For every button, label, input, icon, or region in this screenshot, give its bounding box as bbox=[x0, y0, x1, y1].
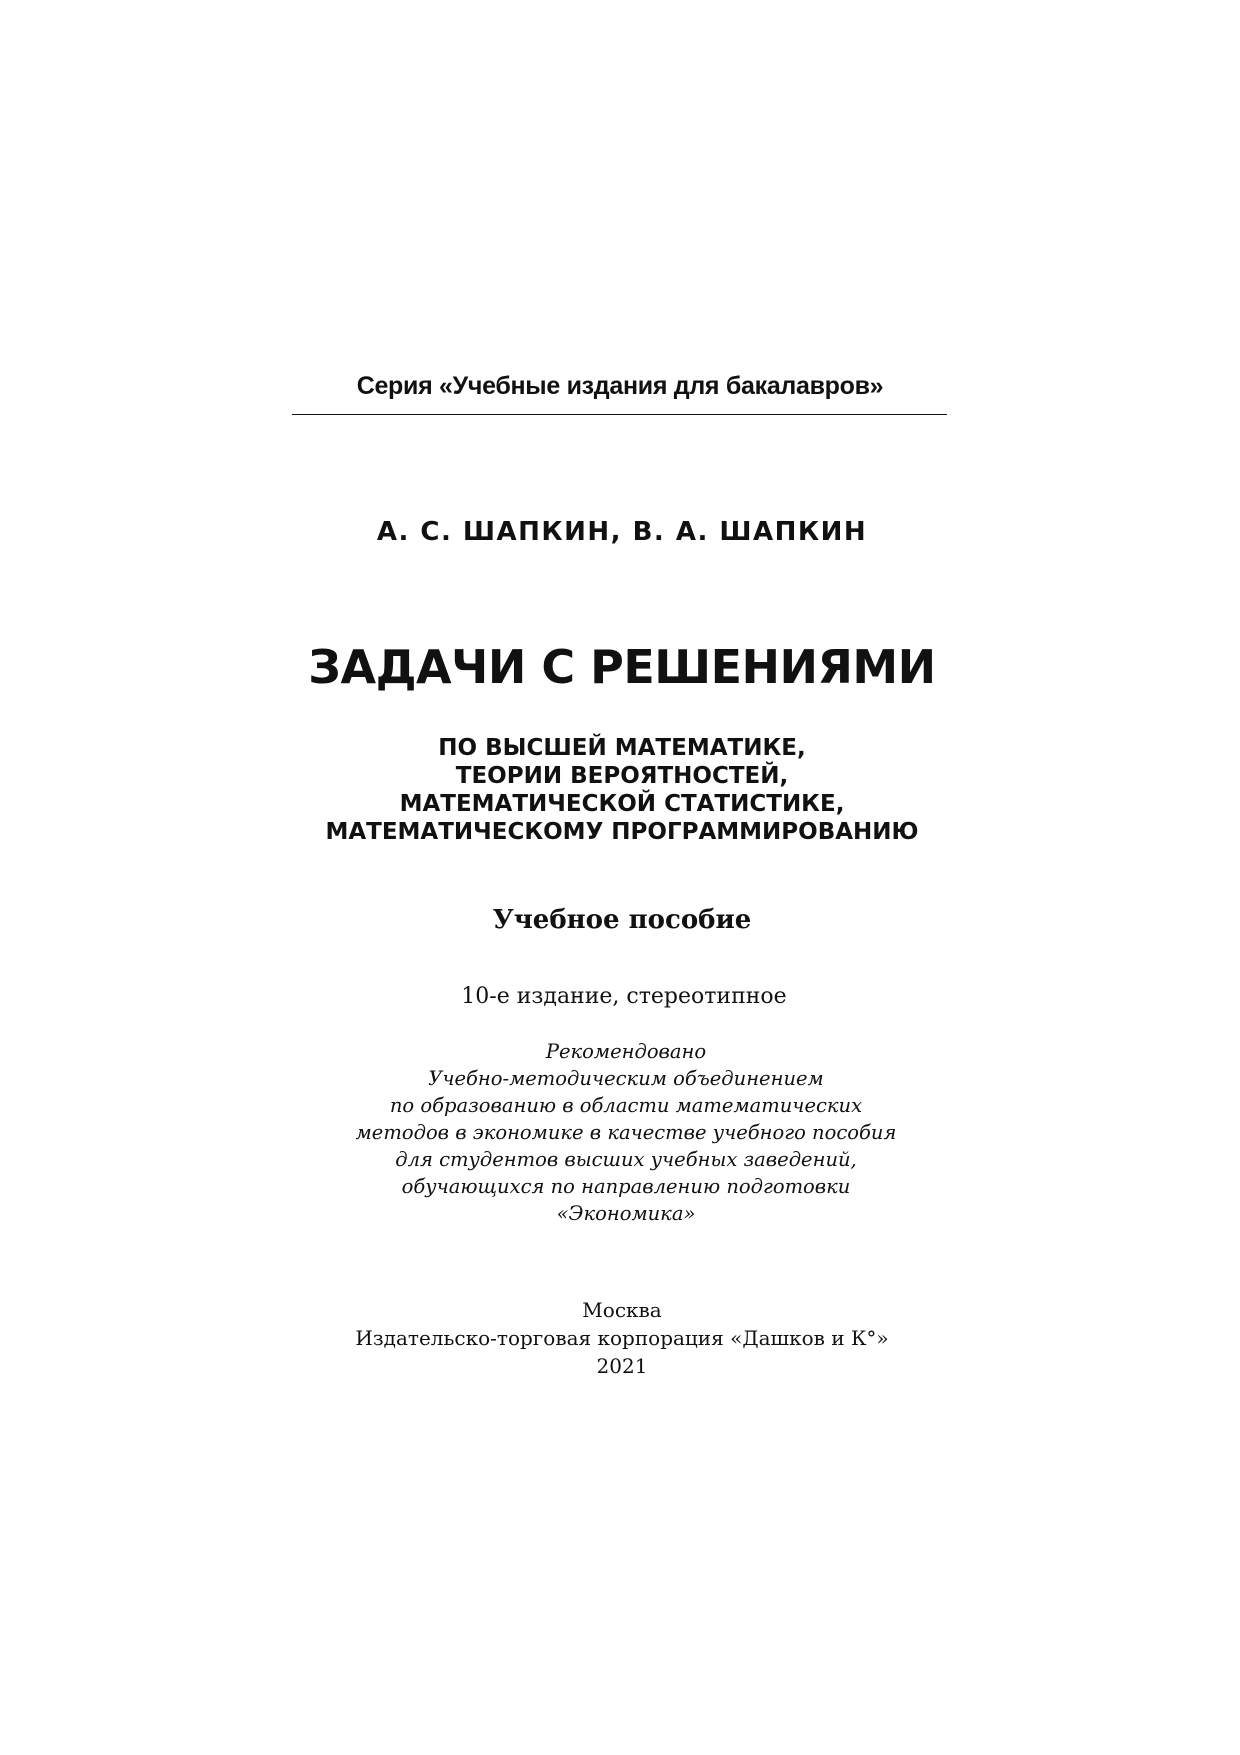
subtitle-line: ТЕОРИИ ВЕРОЯТНОСТЕЙ, bbox=[455, 763, 789, 789]
recommendation-line: для студентов высших учебных заведений, bbox=[395, 1148, 857, 1171]
book-title: ЗАДАЧИ С РЕШЕНИЯМИ bbox=[308, 640, 936, 694]
imprint-year: 2021 bbox=[596, 1354, 648, 1378]
subtitle-line: МАТЕМАТИЧЕСКОМУ ПРОГРАММИРОВАНИЮ bbox=[325, 819, 919, 845]
series-divider bbox=[292, 414, 947, 415]
series-label: Серия «Учебные издания для бакалавров» bbox=[356, 372, 884, 400]
recommendation-line: «Экономика» bbox=[556, 1202, 696, 1225]
book-subtitle bbox=[2, 734, 1240, 846]
recommendation-note bbox=[6, 1038, 1240, 1227]
subtitle-line: ПО ВЫСШЕЙ МАТЕМАТИКЕ, bbox=[438, 735, 806, 761]
recommendation-line: обучающихся по направлению подготовки bbox=[401, 1175, 851, 1198]
recommendation-line: по образованию в области математических bbox=[389, 1094, 863, 1117]
recommendation-line: Учебно-методическим объединением bbox=[428, 1067, 824, 1090]
document-type: Учебное пособие bbox=[492, 905, 752, 935]
authors: А. С. ШАПКИН, В. А. ШАПКИН bbox=[376, 517, 868, 547]
subtitle-line: МАТЕМАТИЧЕСКОЙ СТАТИСТИКЕ, bbox=[399, 791, 845, 817]
recommendation-line: методов в экономике в качестве учебного пособия bbox=[355, 1121, 897, 1144]
imprint-publisher: Издательско-торговая корпорация «Дашков и К°» bbox=[355, 1326, 889, 1350]
imprint bbox=[2, 1296, 1240, 1380]
recommendation-line: Рекомендовано bbox=[545, 1040, 707, 1063]
edition-info: 10-е издание, стереотипное bbox=[461, 984, 787, 1009]
imprint-city: Москва bbox=[582, 1298, 662, 1322]
